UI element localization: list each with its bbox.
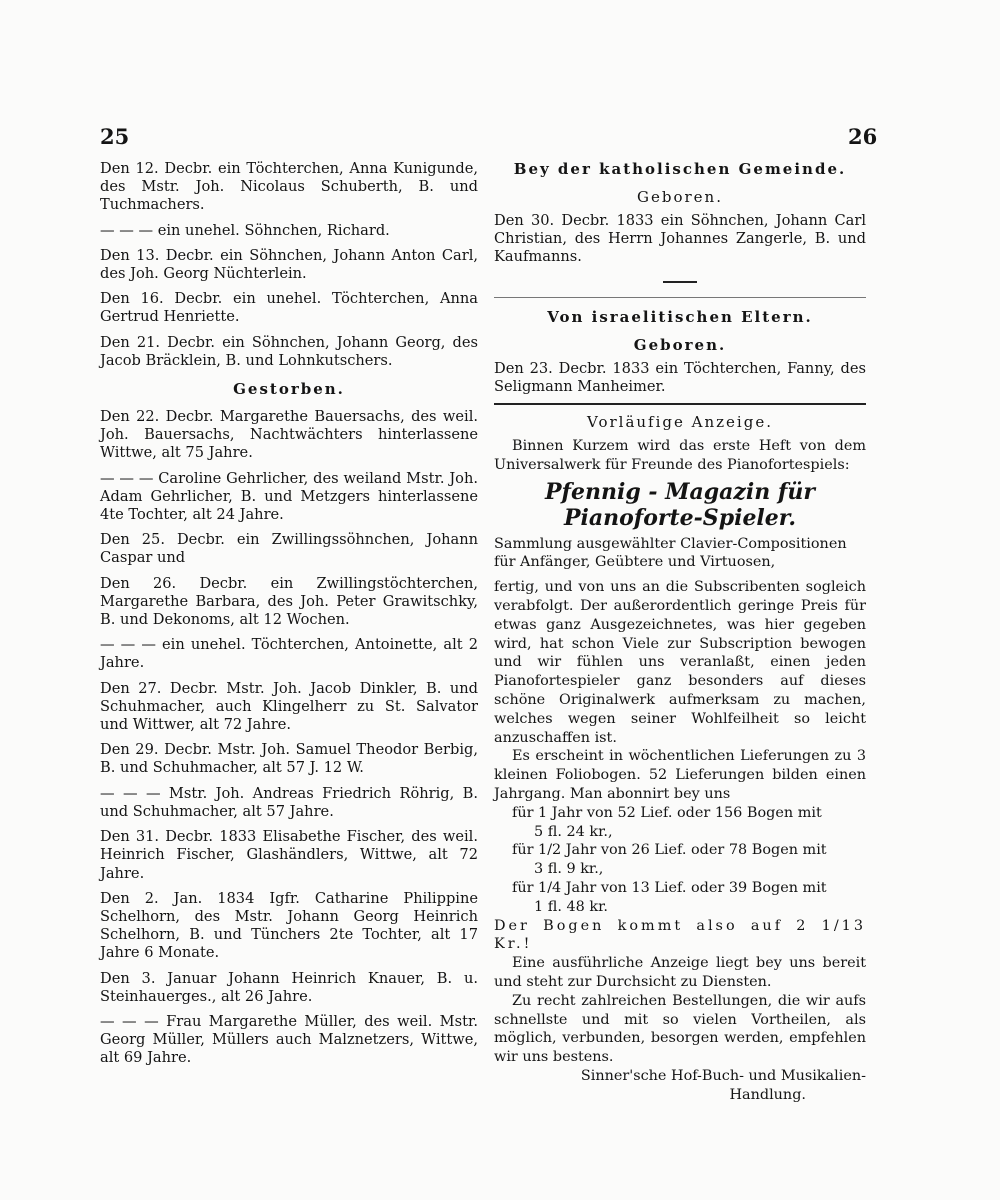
- price-line: für 1/2 Jahr von 26 Lief. oder 78 Bogen mit: [512, 842, 827, 859]
- notice-body: Eine ausführliche Anzeige liegt bey uns bereit und steht zur Durchsicht zu Diensten.: [494, 955, 866, 990]
- price-amount: 3 fl. 9 kr.,: [534, 861, 604, 878]
- death-entry: Den 3. Januar Johann Heinrich Knauer, B. u. Steinhauerges., alt 26 Jahre.: [100, 969, 478, 1005]
- magazine-subtitle: für Anfänger, Geübtere und Virtuosen,: [494, 554, 776, 571]
- death-entry: Den 2. Jan. 1834 Igfr. Catharine Philippine Schelhorn, des Mstr. Johann Georg Heinrich Schelhorn, B. und Tünchers 2te Tochter, alt 17 Jahre 6 Monate.: [100, 889, 478, 962]
- magazine-title: Pfennig - Magazin für Pianoforte-Spieler.: [545, 478, 815, 531]
- price-line: für 1/4 Jahr von 13 Lief. oder 39 Bogen mit: [512, 879, 827, 896]
- bogen-price-line: Der Bogen kommt also auf 2 1/13 Kr.!: [494, 917, 866, 953]
- notice-heading: Vorläufige Anzeige.: [587, 413, 773, 432]
- notice-intro: Binnen Kurzem wird das erste Heft von dem Universalwerk für Freunde des Pianofortespiels:: [494, 438, 866, 473]
- birth-entry: Den 21. Decbr. ein Söhnchen, Johann Georg, des Jacob Bräcklein, B. und Lohnkutschers.: [100, 333, 478, 369]
- death-entry: — — — ein unehel. Töchterchen, Antoinette, alt 2 Jahre.: [100, 636, 478, 672]
- birth-entry: Den 13. Decbr. ein Söhnchen, Johann Anton Carl, des Joh. Georg Nüchterlein.: [100, 246, 478, 283]
- magazine-subtitle: Sammlung ausgewählter Clavier-Compositionen: [494, 535, 847, 552]
- death-entry: Den 22. Decbr. Margarethe Bauersachs, des weil. Joh. Bauersachs, Nachtwächters hinterlassene Wittwe, alt 75 Jahre.: [100, 408, 478, 462]
- catholic-birth-entry: Den 30. Decbr. 1833 ein Söhnchen, Johann Carl Christian, des Herrn Johannes Zangerle, B. und Kaufmanns.: [494, 212, 866, 266]
- price-line: für 1 Jahr von 52 Lief. oder 156 Bogen mit: [512, 804, 822, 821]
- death-entry: Den 29. Decbr. Mstr. Joh. Samuel Theodor Berbig, B. und Schuhmacher, alt 57 J. 12 W.: [100, 741, 478, 777]
- price-amount: 5 fl. 24 kr.,: [534, 823, 613, 840]
- death-entry: Den 25. Decbr. ein Zwillingssöhnchen, Johann Caspar und: [100, 531, 478, 567]
- death-entry: Den 26. Decbr. ein Zwillingstöchterchen, Margarethe Barbara, des Joh. Peter Grawitschky, B. und Dekonoms, alt 12 Wochen.: [100, 574, 478, 629]
- page-number-left: 25: [100, 124, 130, 149]
- geboren-heading: Geboren.: [633, 335, 727, 354]
- publisher-signature: Handlung.: [729, 1086, 806, 1103]
- birth-entry: Den 16. Decbr. ein unehel. Töchterchen, Anna Gertrud Henriette.: [100, 290, 478, 326]
- death-entry: Den 27. Decbr. Mstr. Joh. Jacob Dinkler, B. und Schuhmacher, auch Klingelherr zu St. Salvator und Wittwer, alt 72 Jahre.: [100, 679, 478, 734]
- section-divider: [494, 403, 866, 405]
- notice-body: fertig, und von uns an die Subscribenten sogleich verabfolgt. Der außerordentlich geringe Preis für etwas ganz Ausgezeichnetes, was hier gegeben wird, hat schon Viele zur Subscription bewogen und wir fühlen uns veranlaßt, einen jeden Pianofortespieler ganz besonders auf dieses schöne Originalwerk aufmerksam zu machen, welches wegen seiner Wohlfeilheit so leicht anzuschaffen ist.: [494, 579, 866, 746]
- thin-divider: [494, 297, 866, 298]
- page-number-right: 26: [848, 124, 878, 149]
- notice-body: Es erscheint in wöchentlichen Lieferungen zu 3 kleinen Foliobogen. 52 Lieferungen bilden einen Jahrgang. Man abonnirt bey uns: [494, 748, 866, 802]
- israelite-heading: Von israelitischen Eltern.: [547, 307, 813, 326]
- birth-entry: Den 12. Decbr. ein Töchterchen, Anna Kunigunde, des Mstr. Joh. Nicolaus Schuberth, B. und Tuchmachers.: [100, 160, 478, 214]
- left-column: [100, 160, 478, 1075]
- death-entry: — — — Mstr. Joh. Andreas Friedrich Röhrig, B. und Schuhmacher, alt 57 Jahre.: [100, 784, 478, 820]
- short-divider: [663, 281, 697, 283]
- birth-entry: — — — ein unehel. Söhnchen, Richard.: [100, 221, 390, 239]
- publisher-signature: Sinner'sche Hof-Buch- und Musikalien-: [580, 1067, 866, 1084]
- geboren-heading: Geboren.: [637, 188, 723, 206]
- catholic-heading: Bey der katholischen Gemeinde.: [513, 160, 847, 178]
- death-entry: Den 31. Decbr. 1833 Elisabethe Fischer, des weil. Heinrich Fischer, Glashändlers, Wittwe, alt 72 Jahre.: [100, 828, 478, 882]
- right-column: [494, 160, 866, 1105]
- notice-body: Zu recht zahlreichen Bestellungen, die wir aufs schnellste und mit so vielen Vortheilen, als möglich, verbunden, besorgen werden, empfehlen wir uns bestens.: [494, 992, 866, 1066]
- israelite-birth-entry: Den 23. Decbr. 1833 ein Töchterchen, Fanny, des Seligmann Manheimer.: [494, 359, 866, 395]
- death-entry: — — — Frau Margarethe Müller, des weil. Mstr. Georg Müller, Müllers auch Malznetzers, Wittwe, alt 69 Jahre.: [100, 1012, 478, 1067]
- price-amount: 1 fl. 48 kr.: [534, 898, 608, 915]
- death-entry: — — — Caroline Gehrlicher, des weiland Mstr. Joh. Adam Gehrlicher, B. und Metzgers hinterlassene 4te Tochter, alt 24 Jahre.: [100, 469, 478, 524]
- section-heading-gestorben: Gestorben.: [233, 380, 345, 399]
